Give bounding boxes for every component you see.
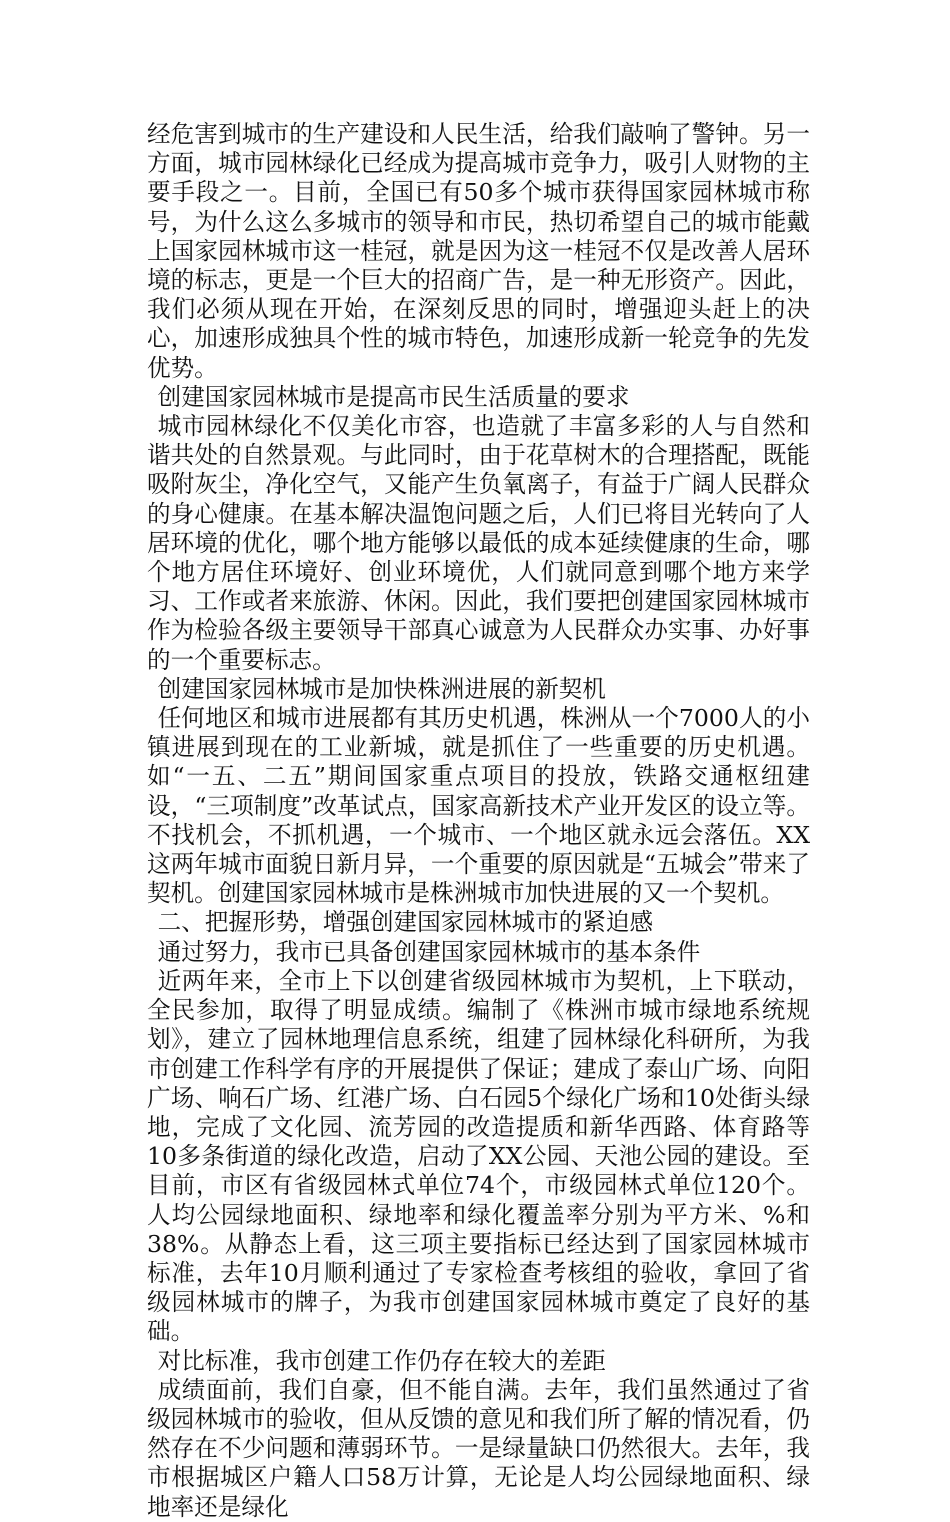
section-heading-new-opportunity: 创建国家园林城市是加快株洲进展的新契机: [157, 674, 606, 703]
paragraph-gaps: 成绩面前，我们自豪，但不能自满。去年，我们虽然通过了省级园林城市的验收，但从反馈的意见和我们所了解的情况看，仍然存在不少问题和薄弱环节。一是绿量缺口仍然很大。去年，我市根据城区户籍人口58万计算，无论是人均公园绿地面积、绿地率还是绿化: [147, 1375, 810, 1521]
section-heading-gaps: 对比标准，我市创建工作仍存在较大的差距: [157, 1346, 606, 1375]
chapter-heading-urgency: 二、把握形势，增强创建国家园林城市的紧迫感: [157, 908, 654, 937]
paragraph-intro: 经危害到城市的生产建设和人民生活，给我们敲响了警钟。另一方面，城市园林绿化已经成为提高城市竞争力，吸引人财物的主要手段之一。目前，全国已有50多个城市获得国家园林城市称号，为什么这么多城市的领导和市民，热切希望自己的城市能戴上国家园林城市这一桂冠，就是因为这一桂冠不仅是改善人居环境的标志，更是一个巨大的招商广告，是一种无形资产。因此，我们必须从现在开始，在深刻反思的同时，增强迎头赶上的决心，加速形成独具个性的城市特色，加速形成新一轮竞争的先发优势。: [147, 120, 810, 382]
document-page: [147, 120, 810, 1522]
section-heading-basic-conditions: 通过努力，我市已具备创建国家园林城市的基本条件: [157, 937, 701, 966]
section-heading-quality-of-life: 创建国家园林城市是提高市民生活质量的要求: [157, 382, 630, 411]
paragraph-quality-of-life: 城市园林绿化不仅美化市容，也造就了丰富多彩的人与自然和谐共处的自然景观。与此同时，由于花草树木的合理搭配，既能吸附灰尘，净化空气，又能产生负氧离子，有益于广阔人民群众的身心健康。在基本解决温饱问题之后，人们已将目光转向了人居环境的优化，哪个地方能够以最低的成本延续健康的生命，哪个地方居住环境好、创业环境优，人们就同意到哪个地方来学习、工作或者来旅游、休闲。因此，我们要把创建国家园林城市作为检验各级主要领导干部真心诚意为人民群众办实事、办好事的一个重要标志。: [147, 412, 810, 674]
paragraph-new-opportunity: 任何地区和城市进展都有其历史机遇，株洲从一个7000人的小镇进展到现在的工业新城，就是抓住了一些重要的历史机遇。如“一五、二五”期间国家重点项目的投放，铁路交通枢纽建设，“三项制度”改革试点，国家高新技术产业开发区的设立等。不找机会，不抓机遇，一个城市、一个地区就永远会落伍。XX这两年城市面貌日新月异，一个重要的原因就是“五城会”带来了契机。创建国家园林城市是株洲城市加快进展的又一个契机。: [147, 704, 810, 908]
paragraph-basic-conditions: 近两年来，全市上下以创建省级园林城市为契机，上下联动，全民参加，取得了明显成绩。编制了《株洲市城市绿地系统规划》，建立了园林地理信息系统，组建了园林绿化科研所，为我市创建工作科学有序的开展提供了保证；建成了泰山广场、向阳广场、响石广场、红港广场、白石园5个绿化广场和10处街头绿地，完成了文化园、流芳园的改造提质和新华西路、体育路等10多条街道的绿化改造，启动了XX公园、天池公园的建设。至目前，市区有省级园林式单位74个，市级园林式单位120个。人均公园绿地面积、绿地率和绿化覆盖率分别为平方米、%和38%。从静态上看，这三项主要指标已经达到了国家园林城市标准，去年10月顺利通过了专家检查考核组的验收，拿回了省级园林城市的牌子，为我市创建国家园林城市奠定了良好的基础。: [147, 966, 810, 1346]
